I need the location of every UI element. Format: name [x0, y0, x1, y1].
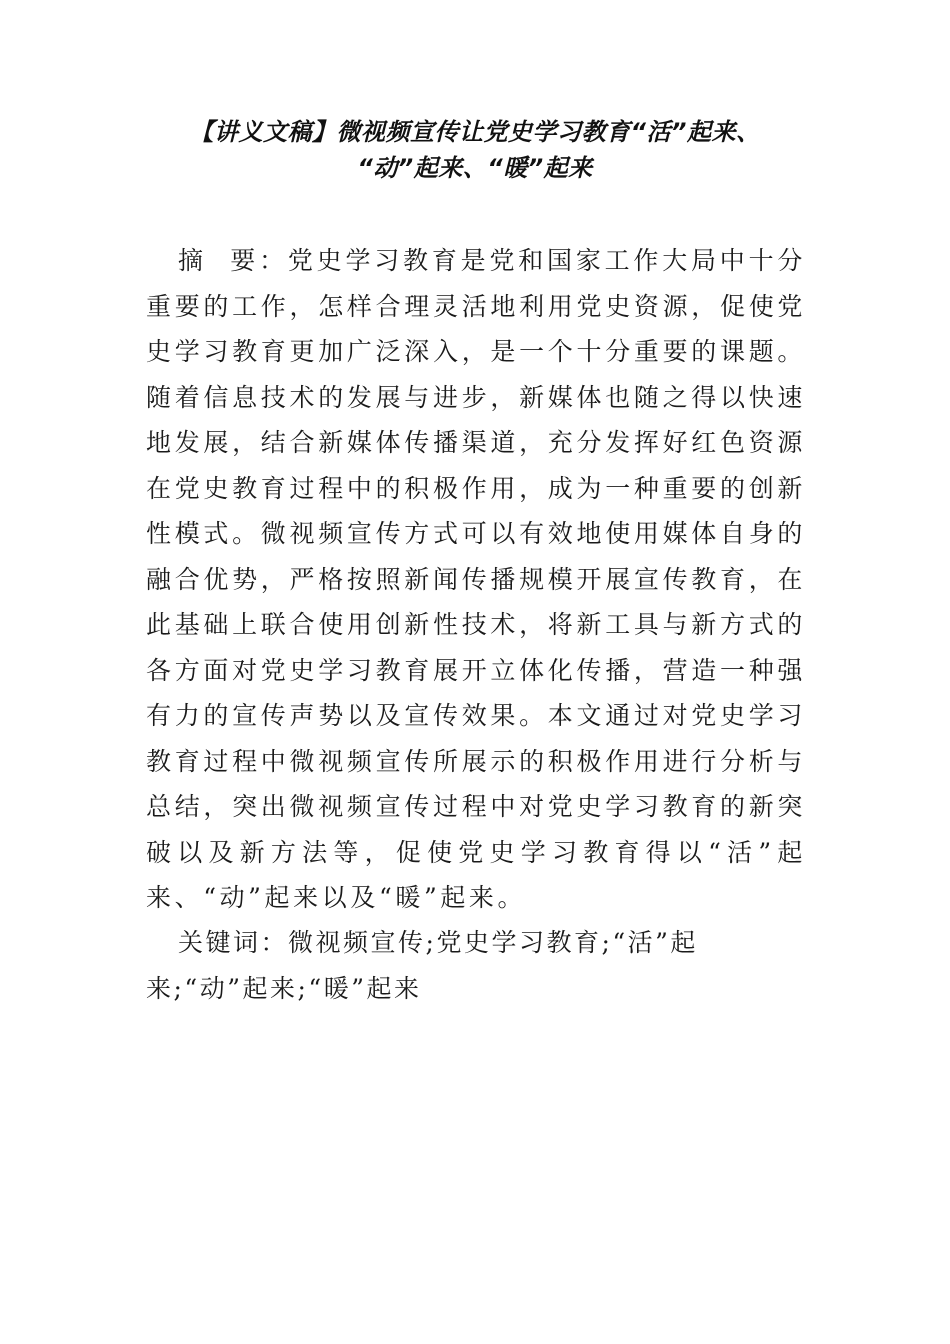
title-line-1: 【讲义文稿】微视频宣传让党史学习教育“活”起来、	[189, 118, 761, 146]
keywords-paragraph	[146, 920, 806, 1011]
keywords-text: 微视频宣传;党史学习教育;“活”起来;“动”起来;“暖”起来	[146, 928, 698, 1003]
abstract-paragraph	[146, 238, 806, 921]
abstract-text: 党史学习教育是党和国家工作大局中十分重要的工作，怎样合理灵活地利用党史资源，促使党史学习教育更加广泛深入，是一个十分重要的课题。随着信息技术的发展与进步，新媒体也随之得以快速地发展，结合新媒体传播渠道，充分发挥好红色资源在党史教育过程中的积极作用，成为一种重要的创新性模式。微视频宣传方式可以有效地使用媒体自身的融合优势，严格按照新闻传播规模开展宣传教育，在此基础上联合使用创新性技术，将新工具与新方式的各方面对党史学习教育展开立体化传播，营造一种强有力的宣传声势以及宣传效果。本文通过对党史学习教育过程中微视频宣传所展示的积极作用进行分析与总结，突出微视频宣传过程中对党史学习教育的新突破以及新方法等，促使党史学习教育得以“活”起来、“动”起来以及“暖”起来。	[146, 246, 806, 912]
document-title	[130, 114, 820, 186]
title-line-2: “动”起来、“暖”起来	[357, 154, 593, 182]
abstract-label: 摘 要：	[178, 246, 288, 275]
keywords-label: 关键词：	[178, 928, 289, 957]
